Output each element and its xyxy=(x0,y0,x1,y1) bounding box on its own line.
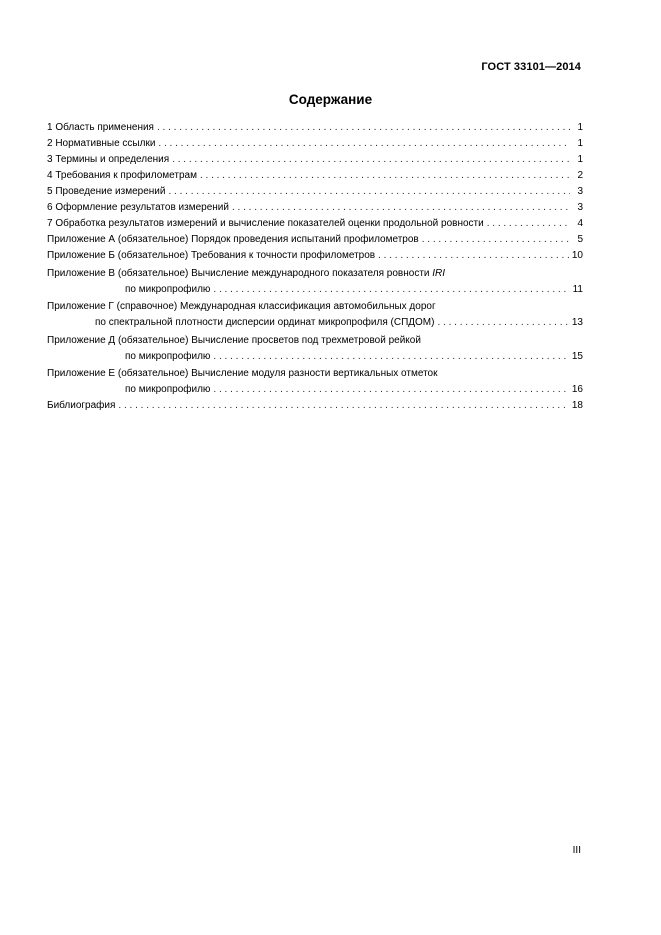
toc-entry-page: 2 xyxy=(577,170,583,181)
toc-entry-label-line1: Приложение Д (обязательное) Вычисление просветов под трехметровой рейкой xyxy=(47,334,421,346)
table-of-contents xyxy=(47,120,583,414)
toc-entry-label-line1 xyxy=(47,266,583,282)
dot-leader xyxy=(168,184,570,200)
toc-entry-appendix-v[interactable] xyxy=(47,266,583,298)
toc-entry-appendix-a[interactable] xyxy=(47,232,583,248)
toc-entry-page: 4 xyxy=(577,218,583,229)
dot-leader xyxy=(213,349,568,365)
dot-leader xyxy=(158,136,570,152)
toc-entry-page: 15 xyxy=(571,350,583,362)
dot-leader xyxy=(487,216,570,232)
toc-entry-page: 16 xyxy=(571,384,583,395)
toc-entry-page: 3 xyxy=(577,186,583,197)
toc-entry-label: 1 Область применения xyxy=(47,122,154,133)
toc-entry-page: 1 xyxy=(577,122,583,133)
toc-entry-label-italic: IRI xyxy=(432,267,446,279)
dot-leader xyxy=(200,168,570,184)
toc-entry-label-text: Приложение В (обязательное) Вычисление международного показателя ровности xyxy=(47,267,433,279)
toc-entry-label: Библиография xyxy=(47,400,116,411)
dot-leader xyxy=(232,200,570,216)
toc-entry-label-line2: по микропрофилю xyxy=(125,283,211,295)
dot-leader xyxy=(213,282,569,298)
dot-leader xyxy=(157,120,570,136)
toc-entry-appendix-b[interactable] xyxy=(47,248,583,264)
toc-entry-5[interactable] xyxy=(47,184,583,200)
toc-entry-2[interactable] xyxy=(47,136,583,152)
toc-entry-6[interactable] xyxy=(47,200,583,216)
toc-entry-page: 10 xyxy=(571,250,583,261)
dot-leader xyxy=(213,382,568,398)
dot-leader xyxy=(378,248,569,264)
toc-entry-label: 7 Обработка результатов измерений и вычисление показателей оценки продольной ровности xyxy=(47,218,484,229)
toc-entry-label-line2: по микропрофилю xyxy=(125,350,211,362)
toc-entry-page: 5 xyxy=(577,234,583,245)
dot-leader xyxy=(437,315,568,331)
toc-entry-page: 13 xyxy=(571,317,583,328)
toc-entry-7[interactable] xyxy=(47,216,583,232)
toc-entry-label: 5 Проведение измерений xyxy=(47,186,166,197)
toc-entry-page: 18 xyxy=(571,400,583,411)
toc-entry-3[interactable] xyxy=(47,152,583,168)
toc-entry-label: 4 Требования к профилометрам xyxy=(47,170,197,181)
toc-entry-appendix-e[interactable] xyxy=(47,366,583,398)
toc-entry-label-line2: по микропрофилю xyxy=(125,384,211,395)
toc-entry-page: 3 xyxy=(577,202,583,213)
toc-entry-label-line2: по спектральной плотности дисперсии ординат микропрофиля (СПДОМ) xyxy=(95,317,435,328)
dot-leader xyxy=(172,152,570,168)
toc-entry-label: Приложение А (обязательное) Порядок проведения испытаний профилометров xyxy=(47,234,419,245)
toc-entry-page: 11 xyxy=(572,283,583,295)
toc-entry-label: 3 Термины и определения xyxy=(47,154,170,165)
toc-title: Содержание xyxy=(288,92,373,107)
document-code: ГОСТ 33101—2014 xyxy=(481,61,581,73)
toc-entry-label: Приложение Б (обязательное) Требования к точности профилометров xyxy=(47,250,376,261)
toc-entry-label: 6 Оформление результатов измерений xyxy=(47,202,229,213)
toc-entry-page: 1 xyxy=(577,154,583,165)
toc-entry-appendix-d[interactable] xyxy=(47,333,583,365)
page-number: III xyxy=(572,845,581,856)
toc-entry-appendix-g[interactable] xyxy=(47,299,583,331)
toc-entry-label: 2 Нормативные ссылки xyxy=(47,138,156,149)
toc-entry-bibliography[interactable] xyxy=(47,398,583,414)
toc-entry-page: 1 xyxy=(577,138,583,149)
toc-entry-label-line1: Приложение Г (справочное) Международная классификация автомобильных дорог xyxy=(47,301,436,312)
dot-leader xyxy=(422,232,570,248)
toc-entry-4[interactable] xyxy=(47,168,583,184)
toc-entry-label-line1: Приложение Е (обязательное) Вычисление модуля разности вертикальных отметок xyxy=(47,368,438,379)
toc-entry-1[interactable] xyxy=(47,120,583,136)
dot-leader xyxy=(118,398,568,414)
